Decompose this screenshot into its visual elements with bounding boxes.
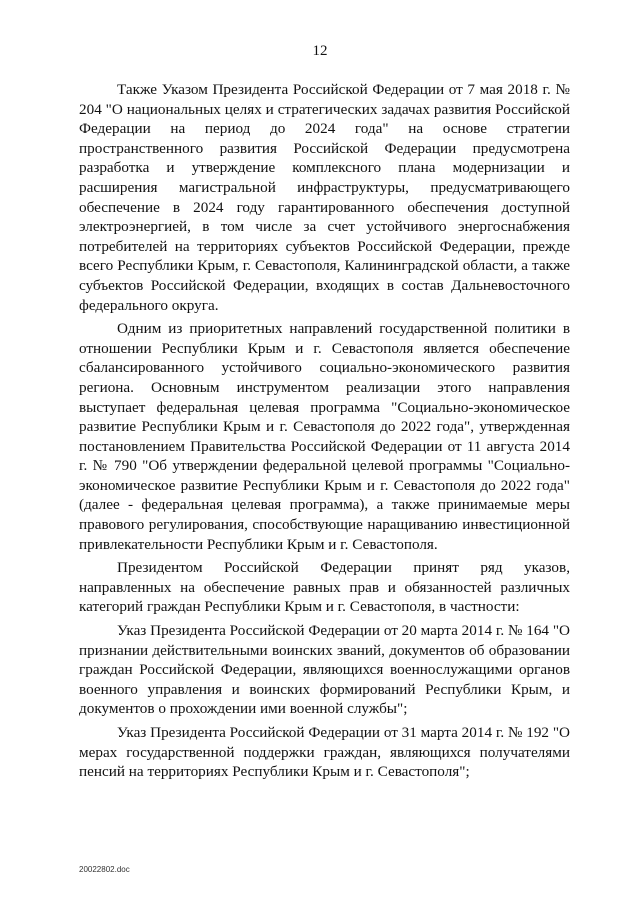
paragraph: Президентом Российской Федерации принят ряд указов, направленных на обеспечение равных прав и обязанностей различных категорий граждан Республики Крым и г. Севастополя, в частности:: [79, 559, 570, 616]
paragraph: Указ Президента Российской Федерации от 20 марта 2014 г. № 164 "О признании действительными воинских званий, документов об образовании граждан Российской Федерации, являющихся военнослужащими органов военного управления и воинских формирований Республики Крым, и документов о прохождении ими военной службы";: [79, 622, 570, 718]
paragraph: Указ Президента Российской Федерации от 31 марта 2014 г. № 192 "О мерах государственной поддержки граждан, являющихся получателями пенсий на территориях Республики Крым и г. Севастополя";: [79, 724, 570, 781]
page-number: 12: [312, 43, 328, 59]
paragraph: Также Указом Президента Российской Федерации от 7 мая 2018 г. № 204 "О национальных целях и стратегических задачах развития Российской Федерации на период до 2024 года" на основе стратегии пространственного развития Российской Федерации предусмотрена разработка и утверждение комплексного плана модернизации и расширения магистральной инфраструктуры, предусматривающего обеспечение в 2024 году гарантированного обеспечения доступной электроэнергией, в том числе за счет устойчивого энергоснабжения потребителей на территориях субъектов Российской Федерации, прежде всего Республики Крым, г. Севастополя, Калининградской области, а также субъектов Российской Федерации, входящих в состав Дальневосточного федерального округа.: [79, 81, 570, 314]
document-filename-footer: 20022802.doc: [79, 865, 130, 874]
document-body: [79, 80, 570, 786]
paragraph: Одним из приоритетных направлений государственной политики в отношении Республики Крым и г. Севастополя является обеспечение сбалансированного устойчивого социально-экономического развития региона. Основным инструментом реализации этого направления выступает федеральная целевая программа "Социально-экономическое развитие Республики Крым и г. Севастополя до 2022 года", утвержденная постановлением Правительства Российской Федерации от 11 августа 2014 г. № 790 "Об утверждении федеральной целевой программы "Социально-экономическое развитие Республики Крым и г. Севастополя до 2022 года" (далее - федеральная целевая программа), а также принимаемые меры правового регулирования, способствующие наращиванию инвестиционной привлекательности Республики Крым и г. Севастополя.: [79, 320, 570, 553]
